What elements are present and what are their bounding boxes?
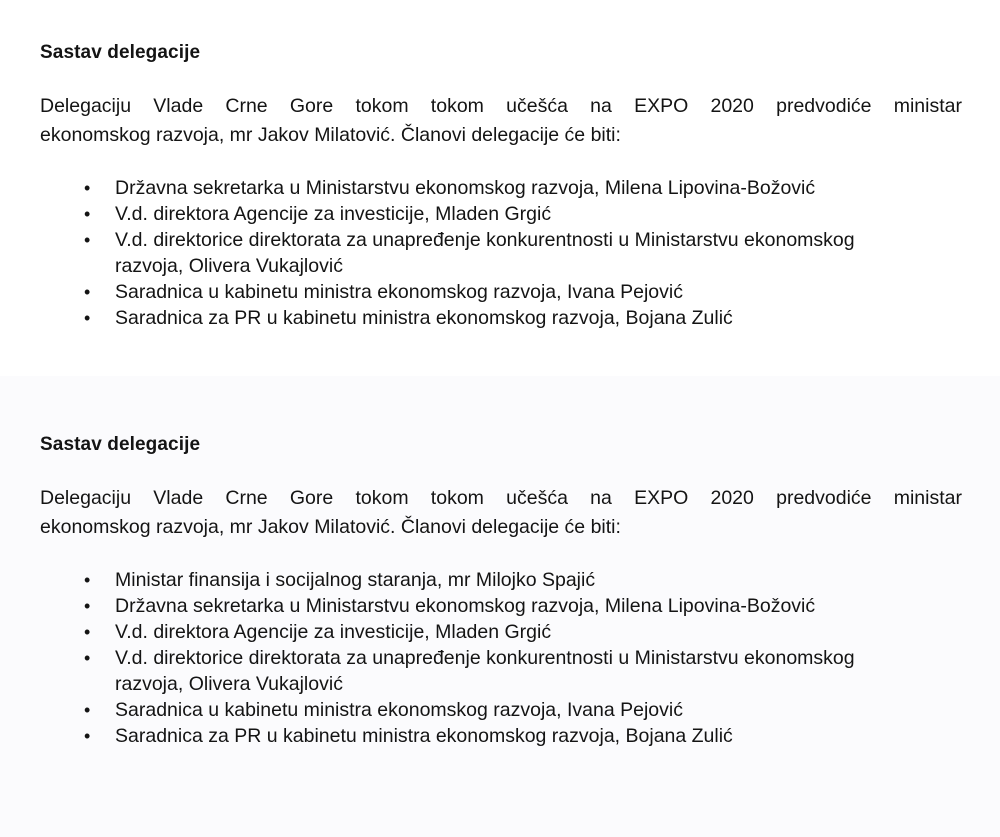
bullet-icon: • bbox=[84, 230, 91, 250]
intro-paragraph bbox=[40, 92, 962, 150]
list-item bbox=[0, 175, 875, 201]
member-text: Saradnica u kabinetu ministra ekonomskog razvoja, Ivana Pejović bbox=[115, 281, 683, 303]
list-item bbox=[0, 645, 855, 697]
member-text: Državna sekretarka u Ministarstvu ekonomskog razvoja, Milena Lipovina-Božović bbox=[115, 177, 816, 199]
list-item bbox=[0, 619, 875, 645]
list-item bbox=[0, 593, 875, 619]
list-item bbox=[0, 697, 875, 723]
intro-line: ekonomskog razvoja, mr Jakov Milatović. Članovi delegacije će biti: bbox=[40, 516, 621, 538]
section-heading: Sastav delegacije bbox=[40, 434, 201, 455]
bullet-icon: • bbox=[84, 622, 91, 642]
member-text: Saradnica u kabinetu ministra ekonomskog razvoja, Ivana Pejović bbox=[115, 699, 683, 721]
member-text: V.d. direktorice direktorata za unapređenje konkurentnosti u Ministarstvu ekonomskog razvoja, Olivera Vukajlović bbox=[115, 229, 855, 277]
bullet-icon: • bbox=[84, 726, 91, 746]
member-text: V.d. direktora Agencije za investicije, Mladen Grgić bbox=[115, 203, 552, 225]
list-item bbox=[0, 567, 875, 593]
bullet-icon: • bbox=[84, 596, 91, 616]
bullet-icon: • bbox=[84, 178, 91, 198]
bullet-icon: • bbox=[84, 648, 91, 668]
document-version-1 bbox=[0, 0, 1000, 376]
bullet-icon: • bbox=[84, 308, 91, 328]
member-text: V.d. direktorice direktorata za unapređenje konkurentnosti u Ministarstvu ekonomskog razvoja, Olivera Vukajlović bbox=[115, 647, 855, 695]
member-text: Ministar finansija i socijalnog staranja, mr Milojko Spajić bbox=[115, 569, 596, 591]
member-text: Saradnica za PR u kabinetu ministra ekonomskog razvoja, Bojana Zulić bbox=[115, 307, 733, 329]
delegation-member-list bbox=[0, 567, 1000, 749]
bullet-icon: • bbox=[84, 282, 91, 302]
document-version-2 bbox=[0, 376, 1000, 837]
list-item bbox=[0, 723, 875, 749]
bullet-icon: • bbox=[84, 700, 91, 720]
delegation-member-list bbox=[0, 175, 1000, 331]
section-heading: Sastav delegacije bbox=[40, 42, 201, 63]
intro-paragraph bbox=[40, 484, 962, 542]
list-item bbox=[0, 305, 875, 331]
member-text: Državna sekretarka u Ministarstvu ekonomskog razvoja, Milena Lipovina-Božović bbox=[115, 595, 816, 617]
bullet-icon: • bbox=[84, 204, 91, 224]
bullet-icon: • bbox=[84, 570, 91, 590]
member-text: V.d. direktora Agencije za investicije, Mladen Grgić bbox=[115, 621, 552, 643]
list-item bbox=[0, 227, 855, 279]
list-item bbox=[0, 279, 875, 305]
intro-line: ekonomskog razvoja, mr Jakov Milatović. Članovi delegacije će biti: bbox=[40, 124, 621, 146]
intro-line: Delegaciju Vlade Crne Gore tokom tokom učešća na EXPO 2020 predvodiće ministar bbox=[40, 95, 962, 117]
list-item bbox=[0, 201, 875, 227]
member-text: Saradnica za PR u kabinetu ministra ekonomskog razvoja, Bojana Zulić bbox=[115, 725, 733, 747]
intro-line: Delegaciju Vlade Crne Gore tokom tokom učešća na EXPO 2020 predvodiće ministar bbox=[40, 487, 962, 509]
